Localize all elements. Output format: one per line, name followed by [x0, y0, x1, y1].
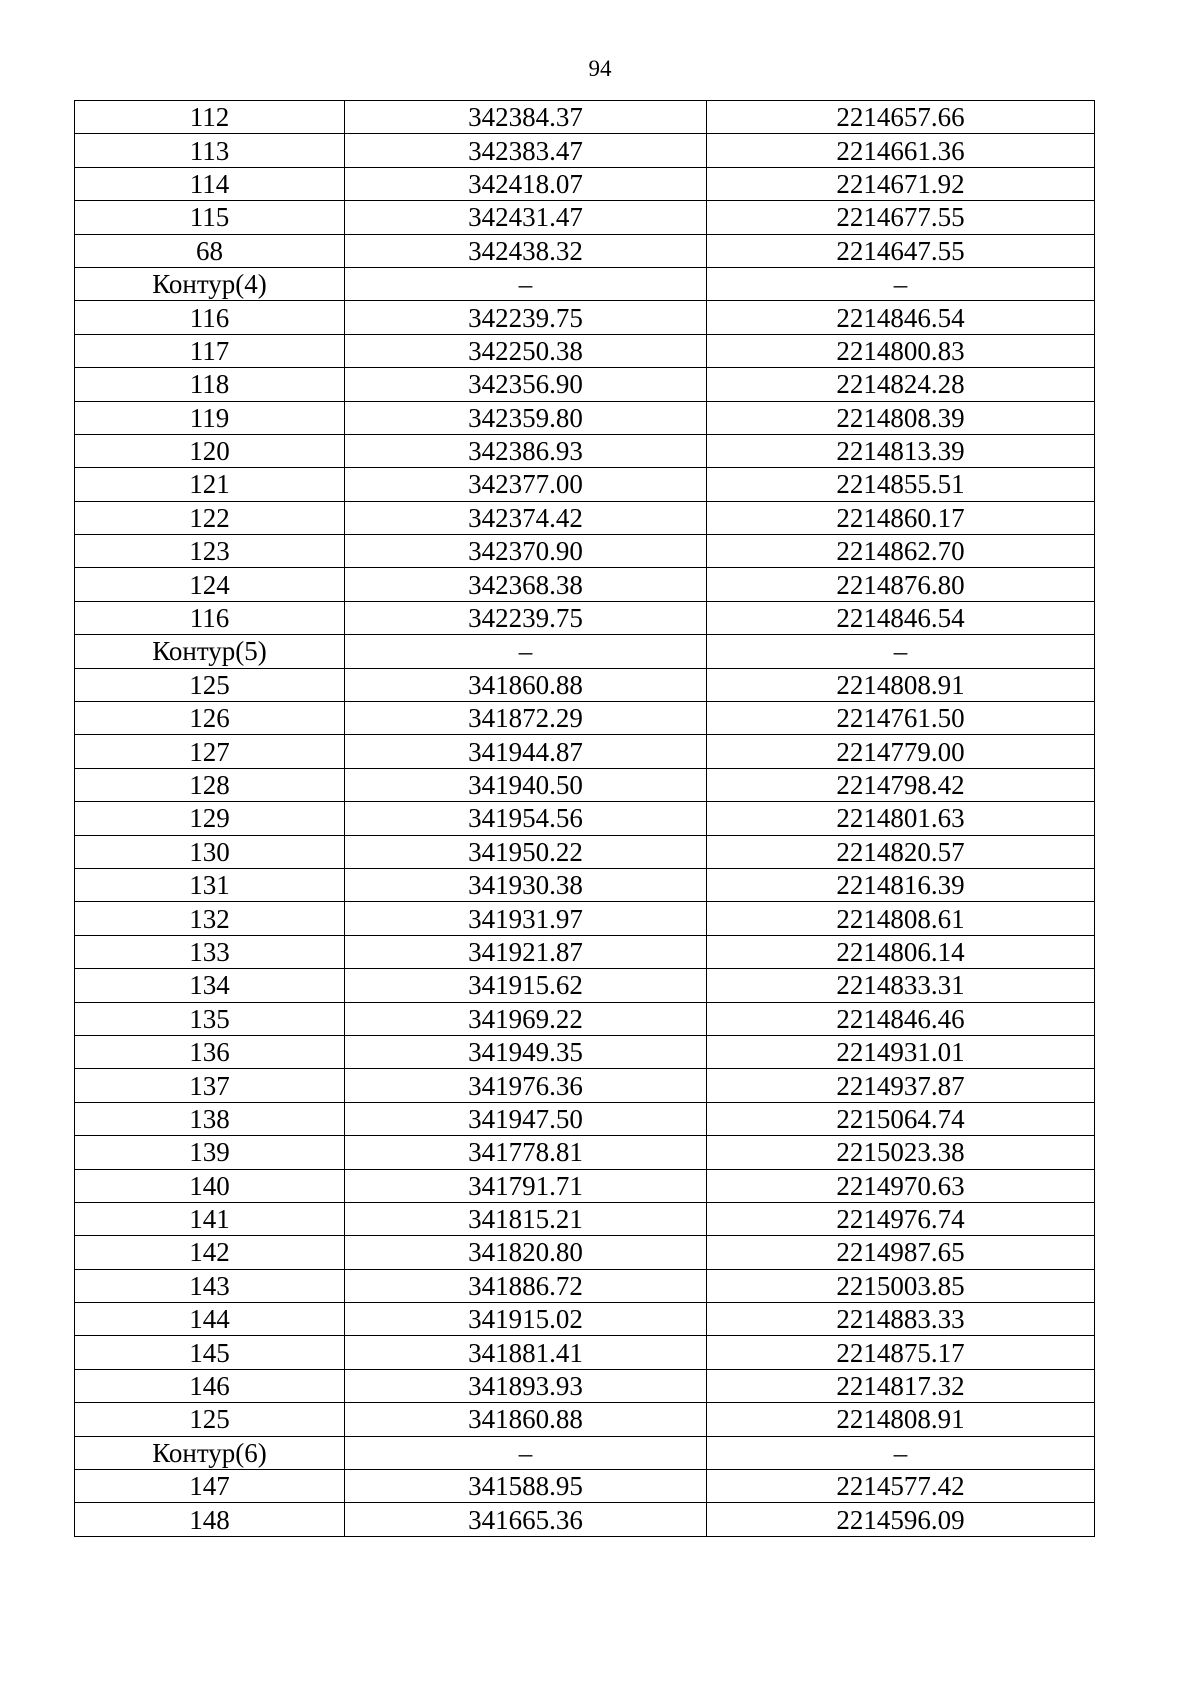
point-number-cell: 118 — [75, 368, 345, 401]
point-number-cell: Контур(6) — [75, 1436, 345, 1469]
point-number-cell: Контур(4) — [75, 267, 345, 300]
x-coordinate-cell: 342370.90 — [345, 535, 707, 568]
x-coordinate-cell: 342359.80 — [345, 401, 707, 434]
y-coordinate-cell: 2214577.42 — [707, 1470, 1095, 1503]
point-number-cell: 135 — [75, 1002, 345, 1035]
table-row — [75, 1102, 1095, 1135]
y-coordinate-cell: 2214824.28 — [707, 368, 1095, 401]
point-number-cell: 140 — [75, 1169, 345, 1202]
table-row — [75, 635, 1095, 668]
table-row — [75, 468, 1095, 501]
point-number-cell: 112 — [75, 101, 345, 134]
point-number-cell: 113 — [75, 134, 345, 167]
x-coordinate-cell: 342384.37 — [345, 101, 707, 134]
point-number-cell: 124 — [75, 568, 345, 601]
table-row — [75, 1136, 1095, 1169]
x-coordinate-cell: 341976.36 — [345, 1069, 707, 1102]
point-number-cell: 117 — [75, 334, 345, 367]
y-coordinate-cell: 2214800.83 — [707, 334, 1095, 367]
y-coordinate-cell: 2214657.66 — [707, 101, 1095, 134]
table-row — [75, 267, 1095, 300]
table-row — [75, 1202, 1095, 1235]
x-coordinate-cell: 342386.93 — [345, 434, 707, 467]
point-number-cell: 141 — [75, 1202, 345, 1235]
y-coordinate-cell: 2214816.39 — [707, 868, 1095, 901]
y-coordinate-cell: 2214931.01 — [707, 1035, 1095, 1068]
y-coordinate-cell: 2214647.55 — [707, 234, 1095, 267]
table-row — [75, 1236, 1095, 1269]
table-row — [75, 1303, 1095, 1336]
y-coordinate-cell: 2214808.61 — [707, 902, 1095, 935]
y-coordinate-cell: 2214661.36 — [707, 134, 1095, 167]
y-coordinate-cell: 2214806.14 — [707, 935, 1095, 968]
x-coordinate-cell: 341954.56 — [345, 802, 707, 835]
table-row — [75, 601, 1095, 634]
table-row — [75, 301, 1095, 334]
table-row — [75, 802, 1095, 835]
coordinates-table — [74, 100, 1095, 1537]
coordinates-table-body — [75, 101, 1095, 1537]
point-number-cell: 147 — [75, 1470, 345, 1503]
x-coordinate-cell: 342438.32 — [345, 234, 707, 267]
table-row — [75, 434, 1095, 467]
point-number-cell: 130 — [75, 835, 345, 868]
point-number-cell: 116 — [75, 601, 345, 634]
table-row — [75, 334, 1095, 367]
table-row — [75, 1002, 1095, 1035]
table-row — [75, 868, 1095, 901]
table-row — [75, 1403, 1095, 1436]
point-number-cell: 119 — [75, 401, 345, 434]
x-coordinate-cell: 341872.29 — [345, 702, 707, 735]
x-coordinate-cell: 342383.47 — [345, 134, 707, 167]
table-row — [75, 368, 1095, 401]
point-number-cell: 115 — [75, 201, 345, 234]
y-coordinate-cell: 2214846.54 — [707, 601, 1095, 634]
y-coordinate-cell: 2214846.46 — [707, 1002, 1095, 1035]
point-number-cell: 145 — [75, 1336, 345, 1369]
table-row — [75, 935, 1095, 968]
y-coordinate-cell: 2215064.74 — [707, 1102, 1095, 1135]
table-row — [75, 101, 1095, 134]
table-row — [75, 668, 1095, 701]
point-number-cell: 136 — [75, 1035, 345, 1068]
table-row — [75, 1436, 1095, 1469]
y-coordinate-cell: 2214820.57 — [707, 835, 1095, 868]
y-coordinate-cell: – — [707, 1436, 1095, 1469]
x-coordinate-cell: 341947.50 — [345, 1102, 707, 1135]
table-row — [75, 535, 1095, 568]
x-coordinate-cell: 341893.93 — [345, 1369, 707, 1402]
y-coordinate-cell: 2214808.39 — [707, 401, 1095, 434]
y-coordinate-cell: 2214876.80 — [707, 568, 1095, 601]
point-number-cell: 129 — [75, 802, 345, 835]
y-coordinate-cell: 2214596.09 — [707, 1503, 1095, 1536]
y-coordinate-cell: 2214846.54 — [707, 301, 1095, 334]
x-coordinate-cell: 341969.22 — [345, 1002, 707, 1035]
point-number-cell: 138 — [75, 1102, 345, 1135]
x-coordinate-cell: 341944.87 — [345, 735, 707, 768]
table-row — [75, 1503, 1095, 1536]
x-coordinate-cell: 341921.87 — [345, 935, 707, 968]
point-number-cell: 142 — [75, 1236, 345, 1269]
point-number-cell: 125 — [75, 1403, 345, 1436]
y-coordinate-cell: 2214970.63 — [707, 1169, 1095, 1202]
point-number-cell: 132 — [75, 902, 345, 935]
x-coordinate-cell: 341930.38 — [345, 868, 707, 901]
point-number-cell: 123 — [75, 535, 345, 568]
x-coordinate-cell: – — [345, 635, 707, 668]
point-number-cell: 125 — [75, 668, 345, 701]
x-coordinate-cell: 342377.00 — [345, 468, 707, 501]
point-number-cell: 120 — [75, 434, 345, 467]
table-row — [75, 167, 1095, 200]
point-number-cell: 128 — [75, 768, 345, 801]
x-coordinate-cell: 341665.36 — [345, 1503, 707, 1536]
x-coordinate-cell: 341588.95 — [345, 1470, 707, 1503]
y-coordinate-cell: 2215003.85 — [707, 1269, 1095, 1302]
y-coordinate-cell: 2214813.39 — [707, 434, 1095, 467]
point-number-cell: 122 — [75, 501, 345, 534]
y-coordinate-cell: 2214883.33 — [707, 1303, 1095, 1336]
x-coordinate-cell: 341950.22 — [345, 835, 707, 868]
x-coordinate-cell: 341860.88 — [345, 668, 707, 701]
x-coordinate-cell: 341886.72 — [345, 1269, 707, 1302]
y-coordinate-cell: 2214801.63 — [707, 802, 1095, 835]
y-coordinate-cell: 2214779.00 — [707, 735, 1095, 768]
table-row — [75, 134, 1095, 167]
x-coordinate-cell: 341915.02 — [345, 1303, 707, 1336]
x-coordinate-cell: 341949.35 — [345, 1035, 707, 1068]
y-coordinate-cell: 2214862.70 — [707, 535, 1095, 568]
y-coordinate-cell: 2214798.42 — [707, 768, 1095, 801]
x-coordinate-cell: – — [345, 1436, 707, 1469]
table-row — [75, 1336, 1095, 1369]
x-coordinate-cell: 341881.41 — [345, 1336, 707, 1369]
table-row — [75, 1470, 1095, 1503]
table-row — [75, 768, 1095, 801]
x-coordinate-cell: 342239.75 — [345, 601, 707, 634]
table-row — [75, 702, 1095, 735]
x-coordinate-cell: 342368.38 — [345, 568, 707, 601]
y-coordinate-cell: 2214808.91 — [707, 668, 1095, 701]
y-coordinate-cell: 2214855.51 — [707, 468, 1095, 501]
point-number-cell: 148 — [75, 1503, 345, 1536]
table-row — [75, 1169, 1095, 1202]
point-number-cell: 116 — [75, 301, 345, 334]
y-coordinate-cell: – — [707, 267, 1095, 300]
x-coordinate-cell: 341820.80 — [345, 1236, 707, 1269]
table-row — [75, 568, 1095, 601]
y-coordinate-cell: 2214860.17 — [707, 501, 1095, 534]
point-number-cell: 144 — [75, 1303, 345, 1336]
point-number-cell: 121 — [75, 468, 345, 501]
x-coordinate-cell: – — [345, 267, 707, 300]
table-row — [75, 835, 1095, 868]
y-coordinate-cell: 2214987.65 — [707, 1236, 1095, 1269]
point-number-cell: 133 — [75, 935, 345, 968]
y-coordinate-cell: 2214817.32 — [707, 1369, 1095, 1402]
table-row — [75, 1035, 1095, 1068]
x-coordinate-cell: 341815.21 — [345, 1202, 707, 1235]
y-coordinate-cell: 2214976.74 — [707, 1202, 1095, 1235]
point-number-cell: 134 — [75, 969, 345, 1002]
point-number-cell: 126 — [75, 702, 345, 735]
page-number: 94 — [588, 56, 612, 81]
x-coordinate-cell: 341931.97 — [345, 902, 707, 935]
y-coordinate-cell: 2214875.17 — [707, 1336, 1095, 1369]
x-coordinate-cell: 341778.81 — [345, 1136, 707, 1169]
point-number-cell: 143 — [75, 1269, 345, 1302]
table-row — [75, 201, 1095, 234]
y-coordinate-cell: 2214677.55 — [707, 201, 1095, 234]
point-number-cell: 114 — [75, 167, 345, 200]
x-coordinate-cell: 341791.71 — [345, 1169, 707, 1202]
table-row — [75, 501, 1095, 534]
y-coordinate-cell: 2214808.91 — [707, 1403, 1095, 1436]
y-coordinate-cell: 2214937.87 — [707, 1069, 1095, 1102]
y-coordinate-cell: 2214761.50 — [707, 702, 1095, 735]
x-coordinate-cell: 341860.88 — [345, 1403, 707, 1436]
x-coordinate-cell: 342356.90 — [345, 368, 707, 401]
table-row — [75, 902, 1095, 935]
y-coordinate-cell: 2214833.31 — [707, 969, 1095, 1002]
x-coordinate-cell: 342418.07 — [345, 167, 707, 200]
table-row — [75, 1069, 1095, 1102]
point-number-cell: 137 — [75, 1069, 345, 1102]
table-row — [75, 1369, 1095, 1402]
x-coordinate-cell: 342374.42 — [345, 501, 707, 534]
x-coordinate-cell: 342250.38 — [345, 334, 707, 367]
table-row — [75, 735, 1095, 768]
table-row — [75, 1269, 1095, 1302]
y-coordinate-cell: 2215023.38 — [707, 1136, 1095, 1169]
table-row — [75, 969, 1095, 1002]
point-number-cell: 146 — [75, 1369, 345, 1402]
point-number-cell: 131 — [75, 868, 345, 901]
x-coordinate-cell: 341915.62 — [345, 969, 707, 1002]
point-number-cell: 127 — [75, 735, 345, 768]
point-number-cell: 68 — [75, 234, 345, 267]
x-coordinate-cell: 342431.47 — [345, 201, 707, 234]
x-coordinate-cell: 342239.75 — [345, 301, 707, 334]
x-coordinate-cell: 341940.50 — [345, 768, 707, 801]
table-row — [75, 401, 1095, 434]
table-row — [75, 234, 1095, 267]
y-coordinate-cell: 2214671.92 — [707, 167, 1095, 200]
point-number-cell: Контур(5) — [75, 635, 345, 668]
point-number-cell: 139 — [75, 1136, 345, 1169]
y-coordinate-cell: – — [707, 635, 1095, 668]
